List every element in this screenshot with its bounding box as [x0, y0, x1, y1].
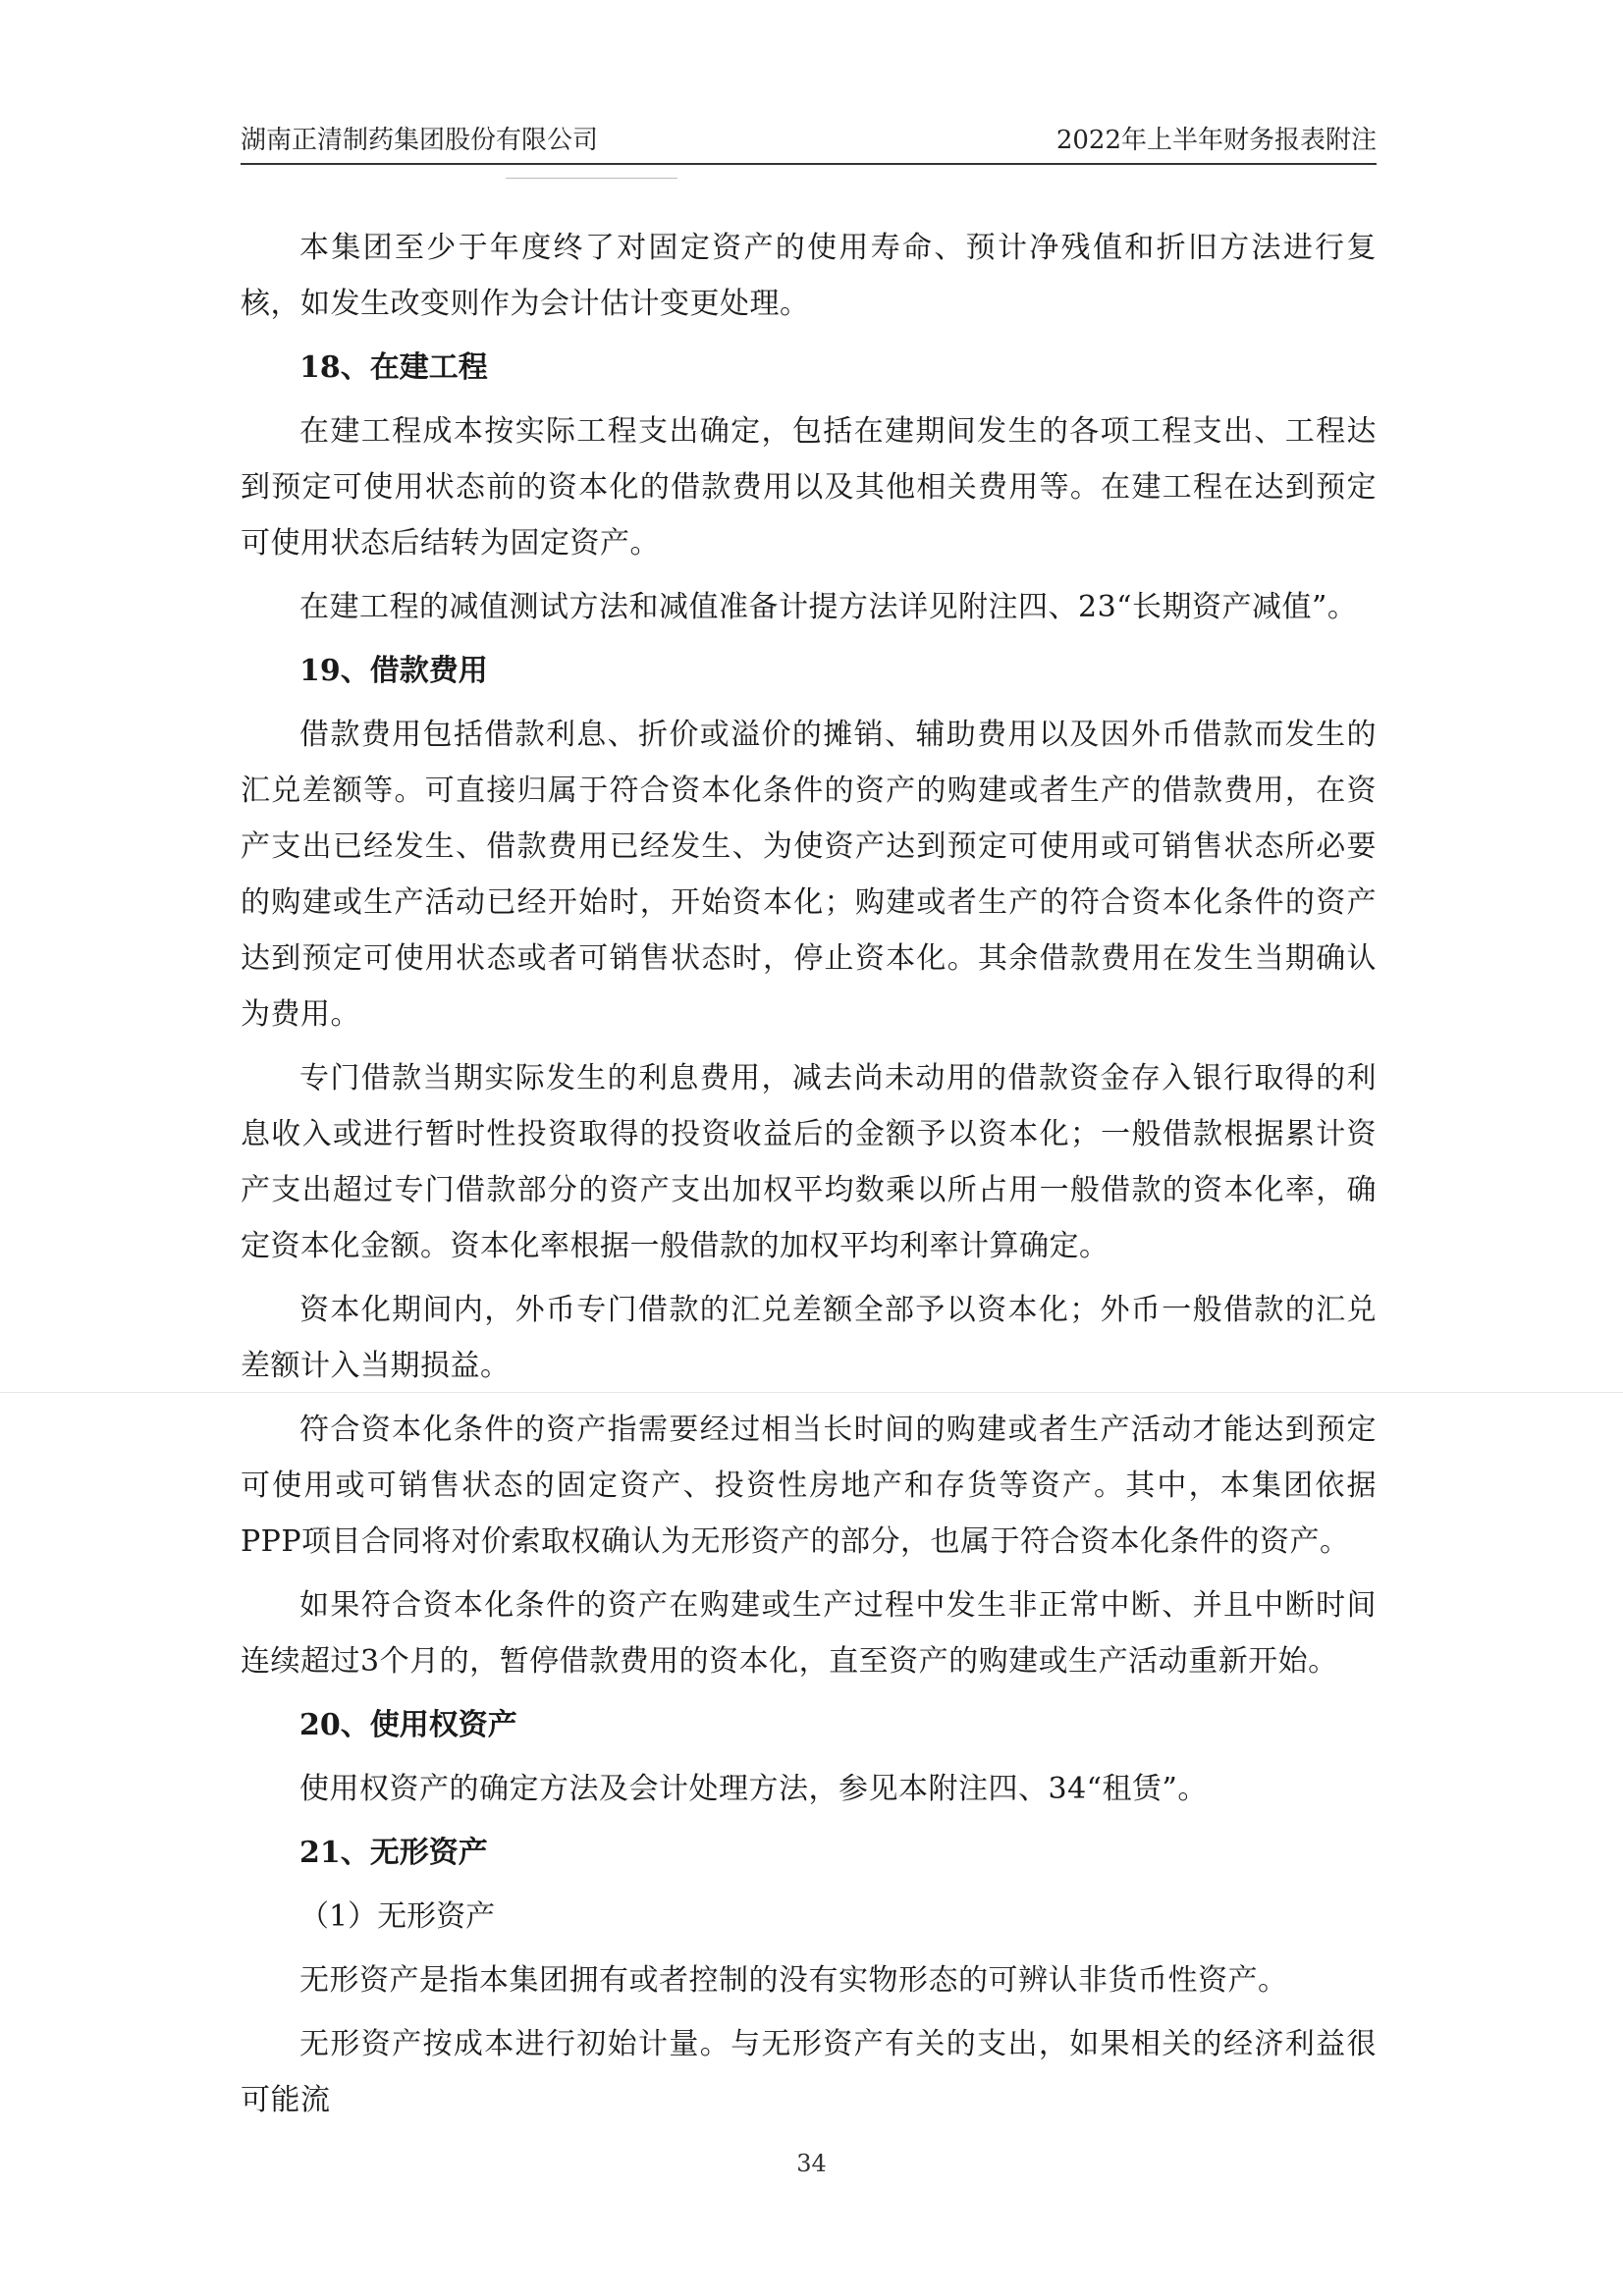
header-company: 湖南正清制药集团股份有限公司 — [241, 126, 599, 155]
paragraph: 专门借款当期实际发生的利息费用，减去尚未动用的借款资金存入银行取得的利息收入或进行暂时性投资取得的投资收益后的金额予以资本化；一般借款根据累计资产支出超过专门借款部分的资产支出加权平均数乘以所占用一般借款的资本化率，确定资本化金额。资本化率根据一般借款的加权平均利率计算确定。 — [241, 1061, 1377, 1263]
paragraph: 如果符合资本化条件的资产在购建或生产过程中发生非正常中断、并且中断时间连续超过3个月的，暂停借款费用的资本化，直至资产的购建或生产活动重新开始。 — [241, 1588, 1377, 1679]
paragraph: 使用权资产的确定方法及会计处理方法，参见本附注四、34“租赁”。 — [299, 1772, 1208, 1806]
header-sub-divider — [506, 178, 677, 179]
header-divider — [241, 163, 1377, 165]
document-body — [241, 220, 1377, 2136]
paragraph: 本集团至少于年度终了对固定资产的使用寿命、预计净残值和折旧方法进行复核，如发生改变则作为会计估计变更处理。 — [241, 231, 1377, 321]
paragraph: 借款费用包括借款利息、折价或溢价的摊销、辅助费用以及因外币借款而发生的汇兑差额等。可直接归属于符合资本化条件的资产的购建或者生产的借款费用，在资产支出已经发生、借款费用已经发生、为使资产达到预定可使用或可销售状态所必要的购建或生产活动已经开始时，开始资本化；购建或者生产的符合资本化条件的资产达到预定可使用状态或者可销售状态时，停止资本化。其余借款费用在发生当期确认为费用。 — [241, 718, 1377, 1032]
section-heading-18: 18、在建工程 — [299, 350, 488, 385]
paragraph: 在建工程的减值测试方法和减值准备计提方法详见附注四、23“长期资产减值”。 — [299, 590, 1358, 624]
page-number: 34 — [796, 2150, 827, 2177]
paragraph: 无形资产按成本进行初始计量。与无形资产有关的支出，如果相关的经济利益很可能流 — [241, 2027, 1377, 2117]
subsection-heading: （1）无形资产 — [299, 1899, 496, 1934]
section-heading-19: 19、借款费用 — [299, 654, 488, 688]
paragraph: 在建工程成本按实际工程支出确定，包括在建期间发生的各项工程支出、工程达到预定可使用状态前的资本化的借款费用以及其他相关费用等。在建工程在达到预定可使用状态后结转为固定资产。 — [241, 414, 1377, 561]
header-report-title: 2022年上半年财务报表附注 — [1055, 126, 1377, 155]
paragraph: 符合资本化条件的资产指需要经过相当长时间的购建或者生产活动才能达到预定可使用或可销售状态的固定资产、投资性房地产和存货等资产。其中，本集团依据PPP项目合同将对价索取权确认为无形资产的部分，也属于符合资本化条件的资产。 — [241, 1413, 1377, 1559]
paragraph: 资本化期间内，外币专门借款的汇兑差额全部予以资本化；外币一般借款的汇兑差额计入当期损益。 — [241, 1293, 1377, 1383]
paragraph: 无形资产是指本集团拥有或者控制的没有实物形态的可辨认非货币性资产。 — [299, 1963, 1288, 1998]
section-heading-21: 21、无形资产 — [299, 1836, 488, 1870]
section-heading-20: 20、使用权资产 — [299, 1708, 517, 1742]
